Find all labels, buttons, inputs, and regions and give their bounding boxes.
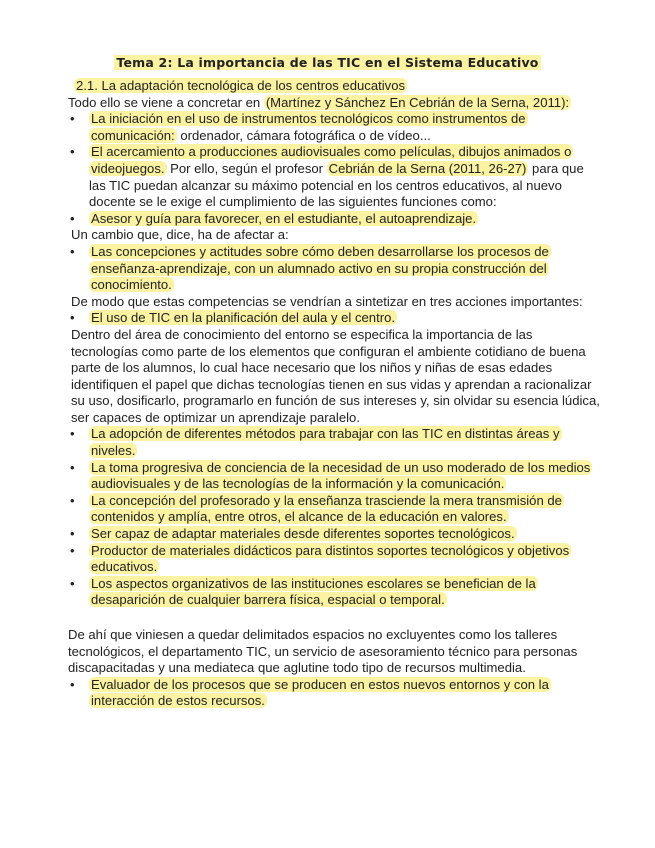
paragraph-change: Un cambio que, dice, ha de afectar a: [71, 227, 289, 243]
list-item: • Los aspectos organizativos de las instituciones escolares se benefician de la desaparición de cualquier barrera física, espacial o temporal. [68, 576, 600, 609]
list-1 [68, 111, 600, 227]
page-title [0, 55, 655, 70]
list-5 [68, 677, 600, 710]
paragraph-delimitados: De ahí que viniesen a quedar delimitados espacios no excluyentes como los talleres tecnológicos, el departamento TIC, un servicio de asesoramiento técnico para personas discapacitadas y una mediateca que aglutine todo tipo de recursos multimedia. [68, 627, 578, 676]
list-item: • La adopción de diferentes métodos para trabajar con las TIC en distintas áreas y niveles. [68, 426, 600, 459]
list-item: • Productor de materiales didácticos para distintos soportes tecnológicos y objetivos educativos. [68, 543, 600, 576]
paragraph-area: Dentro del área de conocimiento del entorno se especifica la importancia de las tecnologías como parte de los elementos que configuran el ambiente cotidiano de buena parte de los alumnos, lo cual hace necesario que los niños y niñas de esas edades identifiquen el papel que dichas tecnologías tienen en sus vidas y aprendan a racionalizar su uso, dosificarlo, programarlo en función de sus intereses y, sin olvidar su esencia lúdica, ser capaces de optimizar un aprendizaje paralelo. [71, 326, 600, 425]
paragraph-competencias: De modo que estas competencias se vendrían a sintetizar en tres acciones importantes: [71, 293, 583, 309]
list-item: • La toma progresiva de conciencia de la necesidad de un uso moderado de los medios audiovisuales y de las tecnologías de la información y la comunicación. [68, 460, 600, 493]
list-3 [68, 310, 600, 327]
document-body [68, 78, 600, 710]
section-heading: 2.1. La adaptación tecnológica de los centros educativos [76, 78, 406, 93]
list-4 [68, 426, 600, 609]
list-item: • La iniciación en el uso de instrumentos tecnológicos como instrumentos de comunicación: ordenador, cámara fotográfica o de vídeo... [68, 111, 600, 144]
list-item: • Las concepciones y actitudes sobre cómo deben desarrollarse los procesos de enseñanza-aprendizaje, con un alumnado activo en su propia construcción del conocimiento. [68, 244, 600, 294]
list-item: • Evaluador de los procesos que se producen en estos nuevos entornos y con la interacción de estos recursos. [68, 677, 600, 710]
list-item: • El acercamiento a producciones audiovisuales como películas, dibujos animados o videojuegos. Por ello, según el profesor Cebrián de la Serna (2011, 26-27) para que las TIC puedan alcanzar su máximo potencial en los centros educativos, al nuevo docente se le exige el cumplimiento de las siguientes funciones como: [68, 144, 600, 210]
list-item: • El uso de TIC en la planificación del aula y el centro. [68, 310, 600, 327]
list-2 [68, 244, 600, 294]
list-item: • La concepción del profesorado y la enseñanza trasciende la mera transmisión de contenidos y amplía, entre otros, el alcance de la educación en valores. [68, 493, 600, 526]
citation: (Martínez y Sánchez En Cebrián de la Serna, 2011): [265, 94, 570, 110]
list-item: • Asesor y guía para favorecer, en el estudiante, el autoaprendizaje. [68, 211, 600, 228]
intro-paragraph: Todo ello se viene a concretar en (Martínez y Sánchez En Cebrián de la Serna, 2011): [68, 94, 570, 110]
spacer [68, 609, 600, 627]
list-item: • Ser capaz de adaptar materiales desde diferentes soportes tecnológicos. [68, 526, 600, 543]
title-text: Tema 2: La importancia de las TIC en el Sistema Educativo [116, 55, 539, 70]
